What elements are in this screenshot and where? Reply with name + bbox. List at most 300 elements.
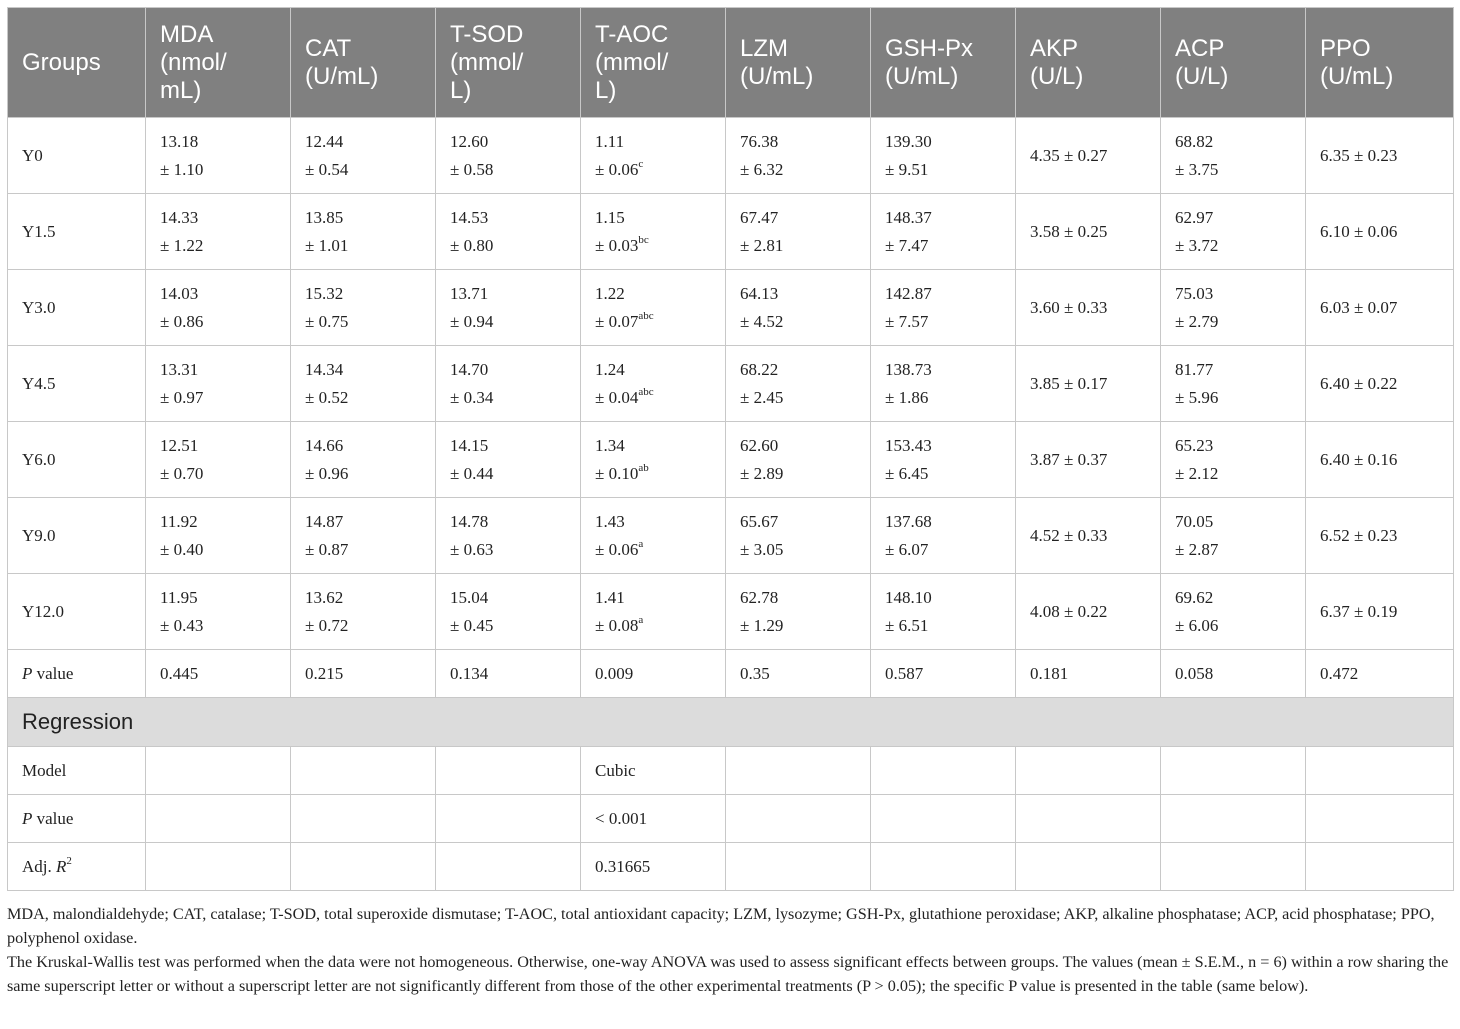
mean-value: 137.68 <box>885 511 932 531</box>
sem-line <box>885 156 1015 184</box>
sem-line <box>1175 156 1305 184</box>
mean-value: 12.44 <box>305 131 344 151</box>
value-cell <box>436 346 581 422</box>
sem-value: ± 6.32 <box>740 159 784 179</box>
mean-value: 75.03 <box>1175 283 1214 303</box>
value-cell <box>871 498 1016 574</box>
mean-value: 1.41 <box>595 587 625 607</box>
regression-header-row <box>8 698 1454 747</box>
value-cell <box>1161 270 1306 346</box>
mean-value: 81.77 <box>1175 359 1214 379</box>
significance-letter: abc <box>638 309 654 322</box>
sem-line <box>595 536 725 564</box>
value-cell <box>1161 194 1306 270</box>
sem-value: ± 9.51 <box>885 159 929 179</box>
header-line: CAT <box>305 34 352 62</box>
group-label: Y0 <box>8 118 146 194</box>
regression-cell <box>726 747 871 795</box>
value-cell <box>436 194 581 270</box>
sem-value: ± 1.22 <box>160 235 204 255</box>
sem-line <box>305 232 435 260</box>
regression-cell <box>1016 843 1161 891</box>
mean-value: 62.97 <box>1175 207 1214 227</box>
regression-label <box>8 747 146 795</box>
group-label: Y1.5 <box>8 194 146 270</box>
abbreviations-note: MDA, malondialdehyde; CAT, catalase; T-SOD, total superoxide dismutase; T-AOC, total antioxidant capacity; LZM, lysozyme; GSH-Px, glutathione peroxidase; AKP, alkaline phosphatase; ACP, acid phosphatase; PPO, polyphenol oxidase. <box>7 905 1435 947</box>
regression-cell <box>1306 843 1454 891</box>
sem-value: ± 0.45 <box>450 615 494 635</box>
value-cell <box>146 422 291 498</box>
mean-value: 14.34 <box>305 359 344 379</box>
sem-value: ± 0.96 <box>305 463 349 483</box>
mean-value: 65.23 <box>1175 435 1214 455</box>
header-groups <box>8 8 146 118</box>
value-cell <box>871 574 1016 650</box>
header-mda <box>146 8 291 118</box>
value-cell <box>726 574 871 650</box>
mean-sem: 6.52 ± 0.23 <box>1320 525 1398 545</box>
header-line: L) <box>450 76 472 104</box>
regression-cell <box>436 795 581 843</box>
sem-line <box>740 536 870 564</box>
sem-value: ± 0.70 <box>160 463 204 483</box>
value-cell <box>291 346 436 422</box>
value-cell <box>146 118 291 194</box>
sem-line <box>740 232 870 260</box>
group-label: Y12.0 <box>8 574 146 650</box>
value-cell <box>871 422 1016 498</box>
value-cell <box>146 194 291 270</box>
value-cell <box>1016 574 1161 650</box>
sem-line <box>595 232 725 260</box>
label-superscript: 2 <box>66 854 72 867</box>
mean-value: 148.10 <box>885 587 932 607</box>
sem-value: ± 2.89 <box>740 463 784 483</box>
mean-value: 153.43 <box>885 435 932 455</box>
header-line: (U/mL) <box>885 62 959 90</box>
value-cell <box>581 118 726 194</box>
mean-sem: 6.40 ± 0.22 <box>1320 373 1398 393</box>
value-cell <box>146 498 291 574</box>
header-gsh-px <box>871 8 1016 118</box>
value-cell <box>1161 346 1306 422</box>
value-cell <box>291 574 436 650</box>
sem-value: ± 0.94 <box>450 311 494 331</box>
value-cell <box>1016 270 1161 346</box>
mean-value: 14.70 <box>450 359 489 379</box>
mean-value: 76.38 <box>740 131 779 151</box>
sem-value: ± 2.87 <box>1175 539 1219 559</box>
sem-value: ± 1.29 <box>740 615 784 635</box>
sem-line <box>740 460 870 488</box>
value-cell <box>291 422 436 498</box>
mean-value: 14.33 <box>160 207 199 227</box>
sem-line <box>160 156 290 184</box>
value-cell <box>1016 118 1161 194</box>
value-cell <box>581 498 726 574</box>
sem-value: ± 0.75 <box>305 311 349 331</box>
sem-value: ± 3.72 <box>1175 235 1219 255</box>
value-cell <box>436 118 581 194</box>
mean-value: 65.67 <box>740 511 779 531</box>
value-cell <box>146 574 291 650</box>
header-line: (U/mL) <box>1320 62 1394 90</box>
sem-line <box>885 536 1015 564</box>
regression-cell <box>726 843 871 891</box>
sem-line <box>160 232 290 260</box>
mean-sem: 6.37 ± 0.19 <box>1320 601 1398 621</box>
value-cell <box>436 270 581 346</box>
sem-value: ± 0.58 <box>450 159 494 179</box>
mean-value: 1.22 <box>595 283 625 303</box>
regression-cell <box>291 843 436 891</box>
header-line: ACP <box>1175 34 1225 62</box>
p-value-cell: 0.472 <box>1306 650 1454 698</box>
mean-value: 13.85 <box>305 207 344 227</box>
regression-title: Regression <box>8 698 1454 747</box>
sem-line <box>450 308 580 336</box>
mean-sem: 3.60 ± 0.33 <box>1030 297 1108 317</box>
sem-value: ± 7.57 <box>885 311 929 331</box>
sem-value: ± 1.01 <box>305 235 349 255</box>
header-line: Groups <box>22 48 101 76</box>
mean-sem: 4.08 ± 0.22 <box>1030 601 1108 621</box>
sem-line <box>160 536 290 564</box>
value-cell <box>1016 346 1161 422</box>
regression-cell <box>1161 795 1306 843</box>
method-note: The Kruskal-Wallis test was performed when the data were not homogeneous. Otherwise, one-way ANOVA was used to assess significant effects between groups. The values (mean ± S.E.M., n = 6) within a row sharing the same superscript letter or without a superscript letter are not significantly different from those of the other experimental treatments (P > 0.05); the specific P value is presented in the table (same below). <box>7 953 1449 995</box>
table-row <box>8 498 1454 574</box>
significance-letter: a <box>638 613 644 626</box>
mean-sem: 6.10 ± 0.06 <box>1320 221 1398 241</box>
value-cell <box>871 346 1016 422</box>
p-value-cell: 0.587 <box>871 650 1016 698</box>
mean-value: 1.43 <box>595 511 625 531</box>
mean-value: 14.03 <box>160 283 199 303</box>
regression-cell <box>146 843 291 891</box>
table-row <box>8 346 1454 422</box>
mean-value: 68.82 <box>1175 131 1214 151</box>
mean-sem: 6.40 ± 0.16 <box>1320 449 1398 469</box>
regression-cell <box>146 747 291 795</box>
header-line: (mmol/ <box>595 48 669 76</box>
value-cell <box>871 118 1016 194</box>
regression-cell: 0.31665 <box>581 843 726 891</box>
table-row <box>8 422 1454 498</box>
value-cell <box>1306 422 1454 498</box>
sem-line <box>305 384 435 412</box>
mean-value: 11.95 <box>160 587 198 607</box>
mean-value: 1.11 <box>595 131 625 151</box>
label-plain: Adj. <box>22 856 56 876</box>
sem-value: ± 2.79 <box>1175 311 1219 331</box>
sem-value: ± 0.54 <box>305 159 349 179</box>
sem-value: ± 7.47 <box>885 235 929 255</box>
p-value-cell: 0.35 <box>726 650 871 698</box>
sem-line <box>1175 612 1305 640</box>
mean-value: 68.22 <box>740 359 779 379</box>
mean-value: 70.05 <box>1175 511 1214 531</box>
sem-line <box>595 460 725 488</box>
significance-letter: ab <box>638 461 649 474</box>
header-cat <box>291 8 436 118</box>
sem-value: ± 0.08 <box>595 615 639 635</box>
mean-value: 1.15 <box>595 207 625 227</box>
p-value-cell: 0.134 <box>436 650 581 698</box>
value-cell <box>1016 422 1161 498</box>
regression-row <box>8 795 1454 843</box>
sem-value: ± 2.81 <box>740 235 784 255</box>
sem-line <box>885 384 1015 412</box>
sem-value: ± 0.97 <box>160 387 204 407</box>
table-row <box>8 194 1454 270</box>
header-line: (mmol/ <box>450 48 524 76</box>
significance-letter: abc <box>638 385 654 398</box>
regression-cell <box>291 747 436 795</box>
sem-value: ± 1.86 <box>885 387 929 407</box>
mean-value: 69.62 <box>1175 587 1214 607</box>
value-cell <box>436 574 581 650</box>
sem-value: ± 3.75 <box>1175 159 1219 179</box>
mean-value: 139.30 <box>885 131 932 151</box>
sem-line <box>450 156 580 184</box>
table-notes <box>7 902 1455 998</box>
mean-value: 148.37 <box>885 207 932 227</box>
sem-line <box>305 308 435 336</box>
value-cell <box>1161 422 1306 498</box>
table-row <box>8 118 1454 194</box>
header-acp <box>1161 8 1306 118</box>
sem-line <box>1175 232 1305 260</box>
sem-value: ± 0.86 <box>160 311 204 331</box>
sem-value: ± 6.45 <box>885 463 929 483</box>
value-cell <box>291 498 436 574</box>
sem-line <box>740 612 870 640</box>
sem-value: ± 0.63 <box>450 539 494 559</box>
regression-cell <box>871 843 1016 891</box>
table-row <box>8 574 1454 650</box>
mean-value: 12.51 <box>160 435 199 455</box>
header-line: (U/L) <box>1030 62 1084 90</box>
sem-line <box>305 536 435 564</box>
value-cell <box>726 194 871 270</box>
mean-value: 13.62 <box>305 587 344 607</box>
sem-line <box>595 384 725 412</box>
regression-cell <box>1306 747 1454 795</box>
mean-value: 15.04 <box>450 587 489 607</box>
header-ppo <box>1306 8 1454 118</box>
significance-letter: a <box>638 537 644 550</box>
sem-line <box>885 232 1015 260</box>
sem-value: ± 0.43 <box>160 615 204 635</box>
sem-line <box>450 460 580 488</box>
sem-value: ± 6.07 <box>885 539 929 559</box>
p-value-cell: 0.009 <box>581 650 726 698</box>
table-row <box>8 270 1454 346</box>
mean-value: 14.15 <box>450 435 489 455</box>
header-row <box>8 8 1454 118</box>
value-cell <box>291 270 436 346</box>
value-cell <box>726 118 871 194</box>
label-italic: P <box>22 808 33 828</box>
sem-line <box>305 156 435 184</box>
sem-value: ± 4.52 <box>740 311 784 331</box>
sem-value: ± 0.06 <box>595 159 639 179</box>
sem-line <box>595 156 725 184</box>
value-cell <box>581 270 726 346</box>
mean-sem: 6.35 ± 0.23 <box>1320 145 1398 165</box>
regression-cell <box>726 795 871 843</box>
regression-row <box>8 843 1454 891</box>
mean-value: 142.87 <box>885 283 932 303</box>
value-cell <box>581 346 726 422</box>
value-cell <box>1306 194 1454 270</box>
value-cell <box>581 194 726 270</box>
regression-cell <box>1016 747 1161 795</box>
regression-cell <box>436 747 581 795</box>
mean-sem: 4.52 ± 0.33 <box>1030 525 1108 545</box>
p-value-row <box>8 650 1454 698</box>
sem-line <box>1175 308 1305 336</box>
header-line: AKP <box>1030 34 1079 62</box>
regression-cell <box>146 795 291 843</box>
value-cell <box>1016 194 1161 270</box>
value-cell <box>436 422 581 498</box>
regression-cell <box>1161 843 1306 891</box>
value-cell <box>1161 574 1306 650</box>
header-t-aoc <box>581 8 726 118</box>
sem-line <box>305 612 435 640</box>
header-line: GSH-Px <box>885 34 974 62</box>
header-line: L) <box>595 76 617 104</box>
sem-line <box>305 460 435 488</box>
value-cell <box>581 422 726 498</box>
header-line: MDA <box>160 20 214 48</box>
regression-label <box>8 795 146 843</box>
value-cell <box>726 346 871 422</box>
sem-value: ± 3.05 <box>740 539 784 559</box>
sem-line <box>160 384 290 412</box>
sem-value: ± 0.10 <box>595 463 639 483</box>
p-value-cell: 0.445 <box>146 650 291 698</box>
value-cell <box>1306 346 1454 422</box>
group-label: Y4.5 <box>8 346 146 422</box>
header-line: mL) <box>160 76 202 104</box>
sem-line <box>1175 460 1305 488</box>
mean-value: 1.24 <box>595 359 625 379</box>
p-value-cell: 0.058 <box>1161 650 1306 698</box>
mean-value: 14.53 <box>450 207 489 227</box>
mean-value: 11.92 <box>160 511 198 531</box>
mean-sem: 3.87 ± 0.37 <box>1030 449 1108 469</box>
sem-value: ± 0.06 <box>595 539 639 559</box>
significance-letter: bc <box>638 233 649 246</box>
sem-line <box>450 536 580 564</box>
sem-value: ± 0.72 <box>305 615 349 635</box>
value-cell <box>871 270 1016 346</box>
value-cell <box>1306 574 1454 650</box>
value-cell <box>146 346 291 422</box>
value-cell <box>1161 118 1306 194</box>
regression-cell <box>436 843 581 891</box>
sem-line <box>160 612 290 640</box>
mean-value: 138.73 <box>885 359 932 379</box>
value-cell <box>291 194 436 270</box>
sem-line <box>885 308 1015 336</box>
sem-value: ± 2.45 <box>740 387 784 407</box>
value-cell <box>726 422 871 498</box>
regression-cell <box>1306 795 1454 843</box>
sem-value: ± 2.12 <box>1175 463 1219 483</box>
sem-value: ± 5.96 <box>1175 387 1219 407</box>
sem-line <box>450 232 580 260</box>
value-cell <box>436 498 581 574</box>
sem-line <box>740 384 870 412</box>
sem-line <box>1175 384 1305 412</box>
mean-sem: 6.03 ± 0.07 <box>1320 297 1398 317</box>
mean-value: 13.31 <box>160 359 199 379</box>
sem-value: ± 1.10 <box>160 159 204 179</box>
header-lzm <box>726 8 871 118</box>
header-t-sod <box>436 8 581 118</box>
value-cell <box>726 498 871 574</box>
group-label: Y9.0 <box>8 498 146 574</box>
mean-value: 62.60 <box>740 435 779 455</box>
sem-line <box>885 612 1015 640</box>
p-italic: P <box>22 663 33 683</box>
sem-value: ± 0.44 <box>450 463 494 483</box>
header-line: PPO <box>1320 34 1371 62</box>
sem-line <box>885 460 1015 488</box>
sem-value: ± 0.07 <box>595 311 639 331</box>
value-cell <box>146 270 291 346</box>
group-label: Y6.0 <box>8 422 146 498</box>
sem-value: ± 6.06 <box>1175 615 1219 635</box>
mean-value: 13.18 <box>160 131 199 151</box>
sem-line <box>740 308 870 336</box>
regression-cell <box>1016 795 1161 843</box>
value-cell <box>1016 498 1161 574</box>
regression-row <box>8 747 1454 795</box>
mean-value: 12.60 <box>450 131 489 151</box>
value-cell <box>1161 498 1306 574</box>
value-cell <box>1306 270 1454 346</box>
mean-sem: 3.58 ± 0.25 <box>1030 221 1108 241</box>
sem-line <box>595 308 725 336</box>
value-cell <box>581 574 726 650</box>
mean-value: 62.78 <box>740 587 779 607</box>
mean-sem: 3.85 ± 0.17 <box>1030 373 1108 393</box>
sem-line <box>595 612 725 640</box>
regression-cell <box>1161 747 1306 795</box>
sem-line <box>740 156 870 184</box>
mean-value: 14.78 <box>450 511 489 531</box>
value-cell <box>726 270 871 346</box>
header-line: (U/mL) <box>740 62 814 90</box>
regression-cell <box>871 747 1016 795</box>
significance-letter: c <box>638 157 644 170</box>
group-label: Y3.0 <box>8 270 146 346</box>
sem-value: ± 0.04 <box>595 387 639 407</box>
label-italic: R <box>56 856 67 876</box>
header-line: (U/L) <box>1175 62 1229 90</box>
sem-line <box>160 460 290 488</box>
sem-value: ± 0.03 <box>595 235 639 255</box>
mean-value: 14.87 <box>305 511 344 531</box>
header-line: T-SOD <box>450 20 524 48</box>
regression-label <box>8 843 146 891</box>
regression-cell <box>291 795 436 843</box>
